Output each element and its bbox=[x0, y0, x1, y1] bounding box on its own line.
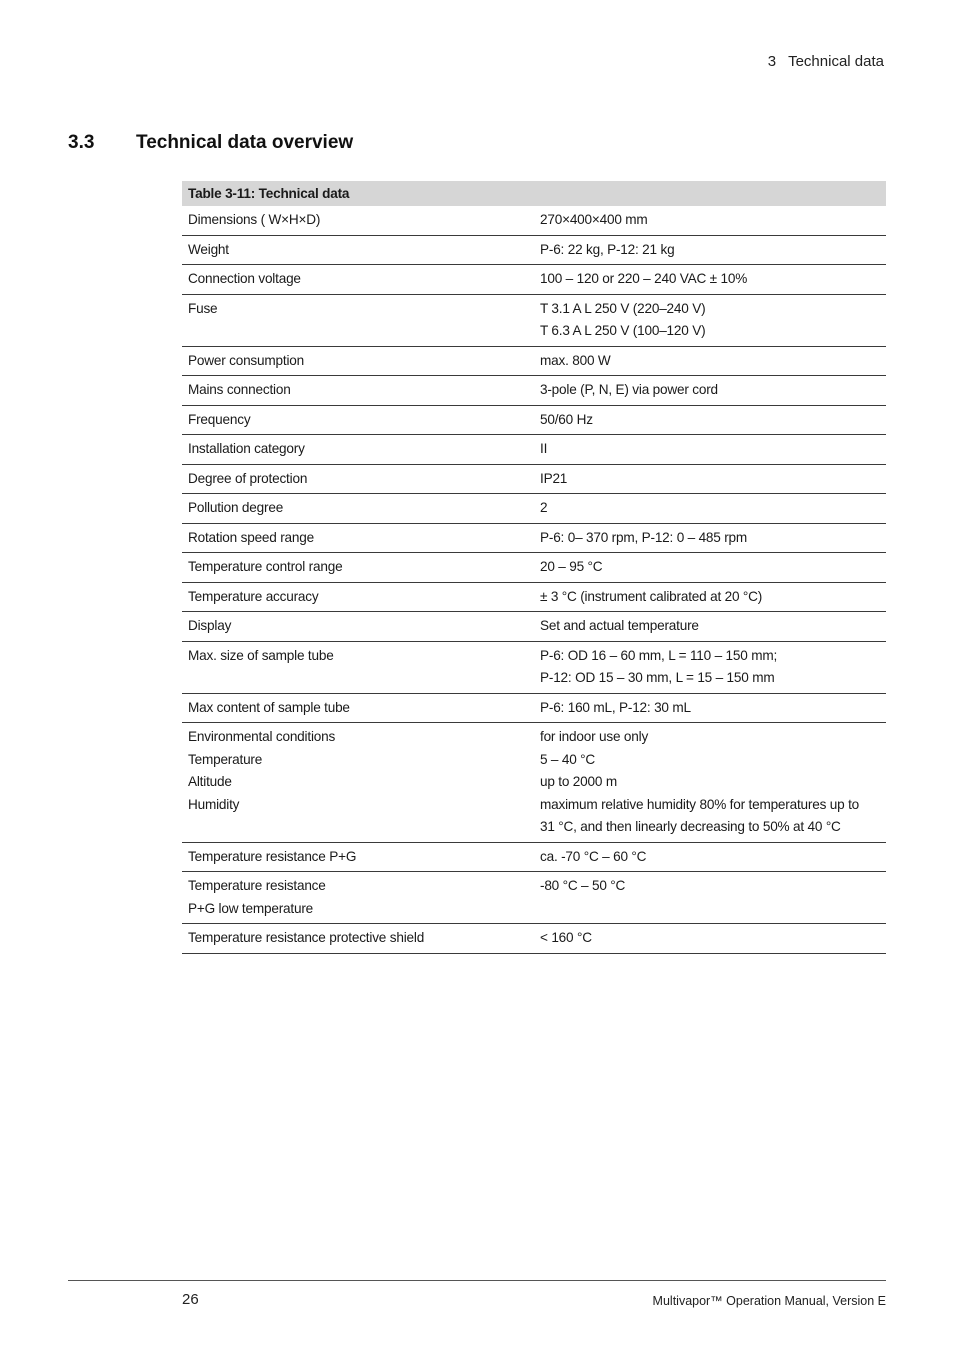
spec-value-cell bbox=[534, 206, 886, 235]
spec-label: Temperature accuracy bbox=[188, 588, 319, 604]
table-row bbox=[182, 235, 886, 265]
page-number: 26 bbox=[182, 1291, 199, 1308]
table-row bbox=[182, 346, 886, 376]
spec-value-cell bbox=[534, 294, 886, 346]
table-caption: Table 3-11: Technical data bbox=[182, 181, 886, 206]
spec-value-cell bbox=[534, 723, 886, 843]
technical-data-table bbox=[182, 181, 886, 954]
spec-label: Environmental conditions bbox=[188, 729, 336, 744]
table-row bbox=[182, 206, 886, 235]
spec-label: Dimensions ( W×H×D) bbox=[188, 212, 321, 227]
table-row bbox=[182, 494, 886, 524]
spec-label-cell bbox=[182, 346, 534, 376]
spec-label-cell bbox=[182, 405, 534, 435]
table-row bbox=[182, 723, 886, 843]
table-row bbox=[182, 553, 886, 583]
spec-label: Frequency bbox=[188, 411, 251, 427]
spec-label: Max content of sample tube bbox=[188, 699, 350, 715]
spec-value: 31 °C, and then linearly decreasing to 50% at 40 °C bbox=[540, 819, 841, 834]
table-caption-row bbox=[182, 181, 886, 206]
spec-label-cell bbox=[182, 582, 534, 612]
spec-label: Fuse bbox=[188, 300, 218, 316]
footer-rule bbox=[68, 1280, 886, 1281]
spec-value: T 3.1 A L 250 V (220–240 V) bbox=[540, 300, 706, 316]
table-row bbox=[182, 582, 886, 612]
spec-label-cell bbox=[182, 494, 534, 524]
spec-label: Power consumption bbox=[188, 352, 304, 368]
spec-value-cell bbox=[534, 523, 886, 553]
spec-value: max. 800 W bbox=[540, 352, 611, 368]
spec-label: Weight bbox=[188, 241, 229, 257]
spec-label-cell bbox=[182, 235, 534, 265]
table-row bbox=[182, 435, 886, 465]
spec-label: Rotation speed range bbox=[188, 529, 314, 545]
spec-label: Installation category bbox=[188, 441, 305, 456]
spec-label-cell bbox=[182, 435, 534, 465]
spec-value: P-6: 160 mL, P-12: 30 mL bbox=[540, 699, 691, 715]
spec-label-cell bbox=[182, 206, 534, 235]
spec-value-cell bbox=[534, 235, 886, 265]
spec-label: P+G low temperature bbox=[188, 900, 314, 916]
spec-value: for indoor use only bbox=[540, 729, 649, 744]
table-row bbox=[182, 294, 886, 346]
spec-label-cell bbox=[182, 553, 534, 583]
spec-value-cell bbox=[534, 376, 886, 406]
spec-value: 20 – 95 °C bbox=[540, 559, 603, 574]
spec-value: T 6.3 A L 250 V (100–120 V) bbox=[540, 323, 706, 338]
spec-value: P-6: 0– 370 rpm, P-12: 0 – 485 rpm bbox=[540, 529, 748, 545]
table-row bbox=[182, 523, 886, 553]
table-row bbox=[182, 641, 886, 693]
spec-value-cell bbox=[534, 553, 886, 583]
spec-label-cell bbox=[182, 265, 534, 295]
spec-value-cell bbox=[534, 872, 886, 924]
table-row bbox=[182, 924, 886, 954]
footer-document-title: Multivapor™ Operation Manual, Version E bbox=[652, 1294, 886, 1308]
spec-label: Temperature resistance P+G bbox=[188, 848, 357, 864]
spec-label-cell bbox=[182, 464, 534, 494]
section-heading bbox=[68, 132, 353, 154]
spec-label-cell bbox=[182, 294, 534, 346]
spec-value: ± 3 °C (instrument calibrated at 20 °C) bbox=[540, 588, 763, 604]
spec-value: P-12: OD 15 – 30 mm, L = 15 – 150 mm bbox=[540, 670, 775, 685]
spec-label: Temperature resistance bbox=[188, 878, 326, 893]
spec-value: IP21 bbox=[540, 470, 568, 486]
table-body bbox=[182, 206, 886, 953]
spec-value: 270×400×400 mm bbox=[540, 212, 648, 227]
spec-label-cell bbox=[182, 924, 534, 954]
spec-label: Humidity bbox=[188, 796, 240, 812]
technical-data-table-container bbox=[182, 181, 886, 954]
spec-value-cell bbox=[534, 494, 886, 524]
table-row bbox=[182, 842, 886, 872]
table-row bbox=[182, 693, 886, 723]
spec-value-cell bbox=[534, 924, 886, 954]
spec-value: 3-pole (P, N, E) via power cord bbox=[540, 382, 718, 397]
spec-value: ca. -70 °C – 60 °C bbox=[540, 848, 647, 864]
spec-label: Temperature resistance protective shield bbox=[188, 930, 425, 945]
spec-value: -80 °C – 50 °C bbox=[540, 878, 626, 893]
spec-label-cell bbox=[182, 641, 534, 693]
spec-value: maximum relative humidity 80% for temperatures up to bbox=[540, 796, 860, 812]
spec-value: 5 – 40 °C bbox=[540, 751, 596, 767]
spec-label: Max. size of sample tube bbox=[188, 647, 334, 663]
spec-value: P-6: 22 kg, P-12: 21 kg bbox=[540, 241, 675, 257]
spec-value-cell bbox=[534, 464, 886, 494]
spec-label: Altitude bbox=[188, 774, 232, 789]
spec-value: 100 – 120 or 220 – 240 VAC ± 10% bbox=[540, 271, 748, 286]
spec-label-cell bbox=[182, 612, 534, 642]
spec-value: 2 bbox=[540, 500, 548, 515]
table-row bbox=[182, 464, 886, 494]
spec-value-cell bbox=[534, 265, 886, 295]
spec-value: II bbox=[540, 441, 548, 456]
spec-value-cell bbox=[534, 641, 886, 693]
section-title: Technical data overview bbox=[136, 132, 354, 153]
table-row bbox=[182, 265, 886, 295]
spec-value: Set and actual temperature bbox=[540, 618, 699, 633]
spec-value-cell bbox=[534, 405, 886, 435]
spec-value-cell bbox=[534, 582, 886, 612]
spec-value: 50/60 Hz bbox=[540, 411, 593, 427]
spec-label-cell bbox=[182, 376, 534, 406]
spec-value-cell bbox=[534, 842, 886, 872]
table-row bbox=[182, 405, 886, 435]
spec-value-cell bbox=[534, 435, 886, 465]
spec-label-cell bbox=[182, 723, 534, 843]
spec-value: < 160 °C bbox=[540, 930, 592, 945]
table-row bbox=[182, 612, 886, 642]
spec-label-cell bbox=[182, 693, 534, 723]
spec-label: Pollution degree bbox=[188, 500, 284, 515]
section-number: 3.3 bbox=[68, 132, 95, 153]
spec-value-cell bbox=[534, 693, 886, 723]
spec-value: P-6: OD 16 – 60 mm, L = 110 – 150 mm; bbox=[540, 647, 778, 663]
spec-value-cell bbox=[534, 612, 886, 642]
spec-label: Temperature bbox=[188, 751, 263, 767]
spec-label: Display bbox=[188, 618, 232, 633]
spec-value: up to 2000 m bbox=[540, 774, 617, 789]
chapter-title: Technical data bbox=[788, 53, 884, 70]
table-row bbox=[182, 872, 886, 924]
chapter-number: 3 bbox=[767, 53, 777, 70]
spec-label-cell bbox=[182, 523, 534, 553]
spec-value-cell bbox=[534, 346, 886, 376]
spec-label-cell bbox=[182, 842, 534, 872]
spec-label: Temperature control range bbox=[188, 559, 343, 574]
table-row bbox=[182, 376, 886, 406]
spec-label: Connection voltage bbox=[188, 271, 301, 286]
running-header bbox=[768, 53, 884, 70]
spec-label: Mains connection bbox=[188, 382, 291, 397]
spec-label-cell bbox=[182, 872, 534, 924]
spec-label: Degree of protection bbox=[188, 470, 308, 486]
